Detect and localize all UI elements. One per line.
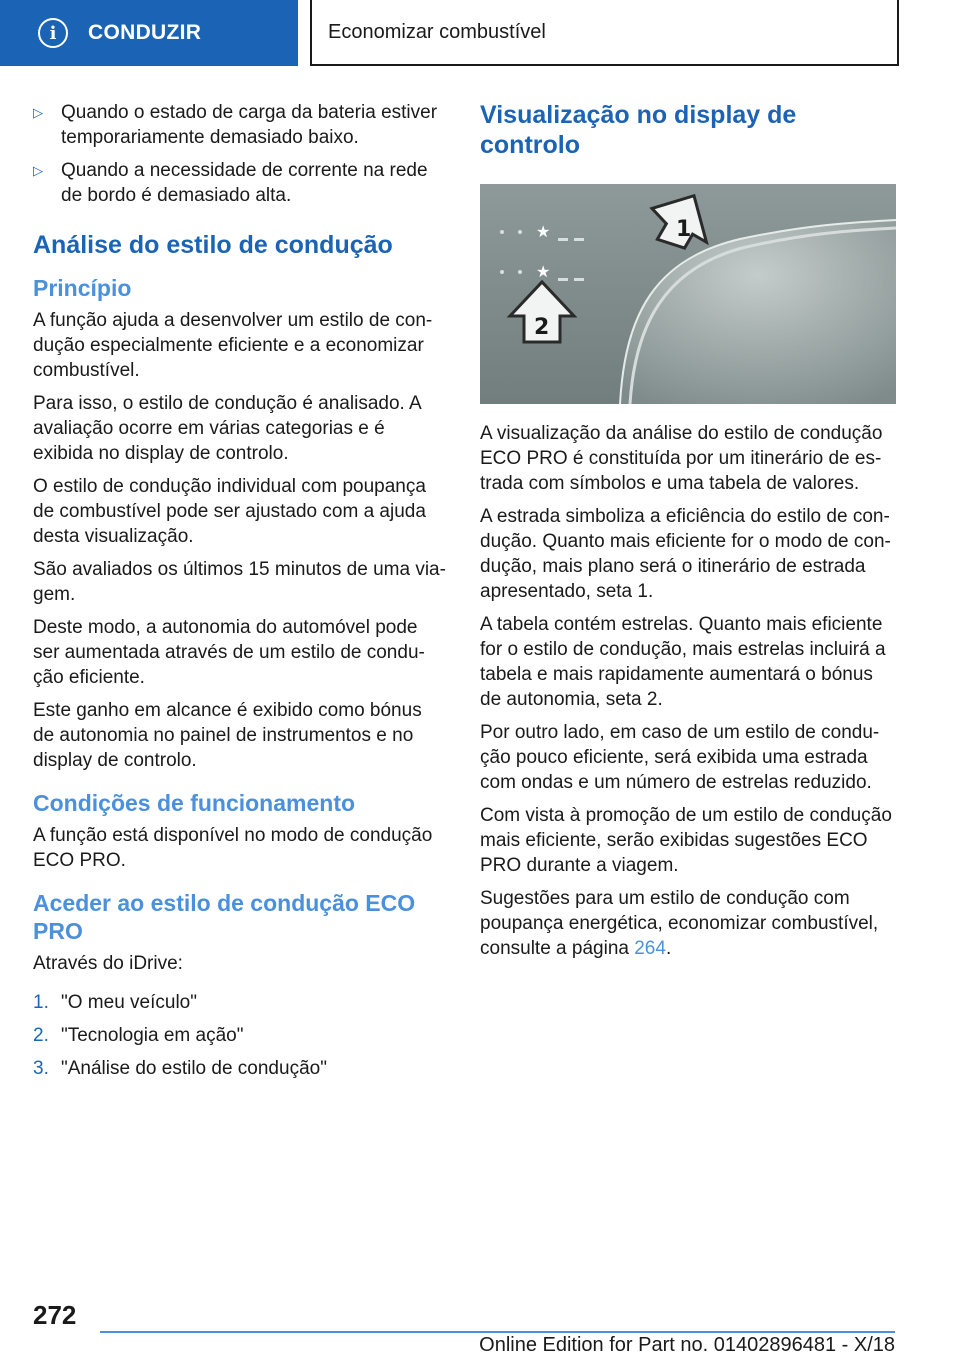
- list-item: [33, 1023, 447, 1048]
- page-link[interactable]: 264: [634, 938, 666, 959]
- paragraph: São avaliados os últimos 15 minutos de uma via-gem.: [33, 559, 446, 605]
- page-header: [0, 0, 960, 66]
- info-icon: i: [38, 18, 68, 48]
- bullet-item: [33, 158, 447, 208]
- tab-conduzir[interactable]: [0, 0, 298, 66]
- eco-pro-display-figure: [480, 184, 896, 404]
- step-text: "Análise do estilo de condução": [61, 1058, 327, 1079]
- list-item: [33, 990, 447, 1015]
- section-heading-visualizacao: Visualização no display de controlo: [480, 101, 797, 159]
- paragraph: A função está disponível no modo de condução ECO PRO.: [33, 825, 433, 871]
- paragraph: Para isso, o estilo de condução é analisado. A avaliação ocorre em várias categorias e é exibida no display de controlo.: [33, 393, 421, 464]
- footer-edition: Online Edition for Part no. 01402896481 - X/18: [479, 1334, 895, 1356]
- right-column: [480, 100, 896, 969]
- triangle-bullet-icon: ▷: [33, 163, 43, 178]
- paragraph: Deste modo, a autonomia do automóvel pode ser aumentada através de um estilo de condu-ção eficiente.: [33, 617, 425, 688]
- step-text: "O meu veículo": [61, 992, 197, 1013]
- tab-economizar-label: Economizar combustível: [328, 20, 546, 43]
- steps-list: [33, 990, 447, 1081]
- tab-conduzir-label: CONDUZIR: [88, 21, 202, 44]
- step-number: 3.: [33, 1058, 49, 1079]
- subheading-aceder: Aceder ao estilo de condução ECO PRO: [33, 890, 416, 944]
- paragraph: A estrada simboliza a eficiência do estilo de con-dução. Quanto mais eficiente for o modo de con-dução, mais plano será o itinerário de estrada apresentado, seta 1.: [480, 506, 891, 602]
- step-number: 2.: [33, 1025, 49, 1046]
- paragraph: Este ganho em alcance é exibido como bónus de autonomia no painel de instrumentos e no display de controlo.: [33, 700, 422, 771]
- paragraph: A tabela contém estrelas. Quanto mais eficiente for o estilo de condução, mais estrelas incluirá a tabela e mais rapidamente aumentará o bónus de autonomia, seta 2.: [480, 614, 886, 710]
- svg-text:★: ★: [536, 262, 551, 281]
- left-column: [33, 100, 447, 1089]
- paragraph: A visualização da análise do estilo de condução ECO PRO é constituída por um itinerário de es-trada com símbolos e uma tabela de valores.: [480, 423, 883, 494]
- paragraph-text: Sugestões para um estilo de condução com poupança energética, economizar combustível, consulte a página: [480, 888, 879, 959]
- svg-text:1: 1: [676, 217, 692, 242]
- svg-text:★: ★: [536, 222, 551, 241]
- paragraph: Por outro lado, em caso de um estilo de condu-ção pouco eficiente, será exibida uma estrada com ondas e um número de estrelas reduzido.: [480, 722, 880, 793]
- paragraph: Através do iDrive:: [33, 953, 183, 974]
- triangle-bullet-icon: ▷: [33, 105, 43, 120]
- paragraph-with-link: [480, 886, 896, 961]
- bullet-text: Quando o estado de carga da bateria estiver temporariamente demasiado baixo.: [61, 102, 438, 148]
- list-item: [33, 1056, 447, 1081]
- subheading-condicoes: Condições de funcionamento: [33, 790, 356, 816]
- step-text: "Tecnologia em ação": [61, 1025, 244, 1046]
- bullet-item: [33, 100, 447, 150]
- tab-economizar[interactable]: [310, 0, 899, 66]
- step-number: 1.: [33, 992, 49, 1013]
- paragraph: O estilo de condução individual com poupança de combustível pode ser ajustado com a ajuda desta visualização.: [33, 476, 426, 547]
- paragraph: A função ajuda a desenvolver um estilo de con-dução especialmente eficiente e a economizar combustível.: [33, 310, 433, 381]
- section-heading-analise: Análise do estilo de condução: [33, 231, 393, 259]
- paragraph-end: .: [665, 938, 672, 959]
- paragraph: Com vista à promoção de um estilo de condução mais eficiente, serão exibidas sugestões ECO PRO durante a viagem.: [480, 805, 892, 876]
- svg-text:2: 2: [534, 315, 550, 340]
- subheading-principio: Princípio: [33, 275, 132, 301]
- footer-divider: [100, 1331, 895, 1333]
- bullet-text: Quando a necessidade de corrente na rede de bordo é demasiado alta.: [61, 160, 428, 206]
- page-number: 272: [33, 1300, 77, 1330]
